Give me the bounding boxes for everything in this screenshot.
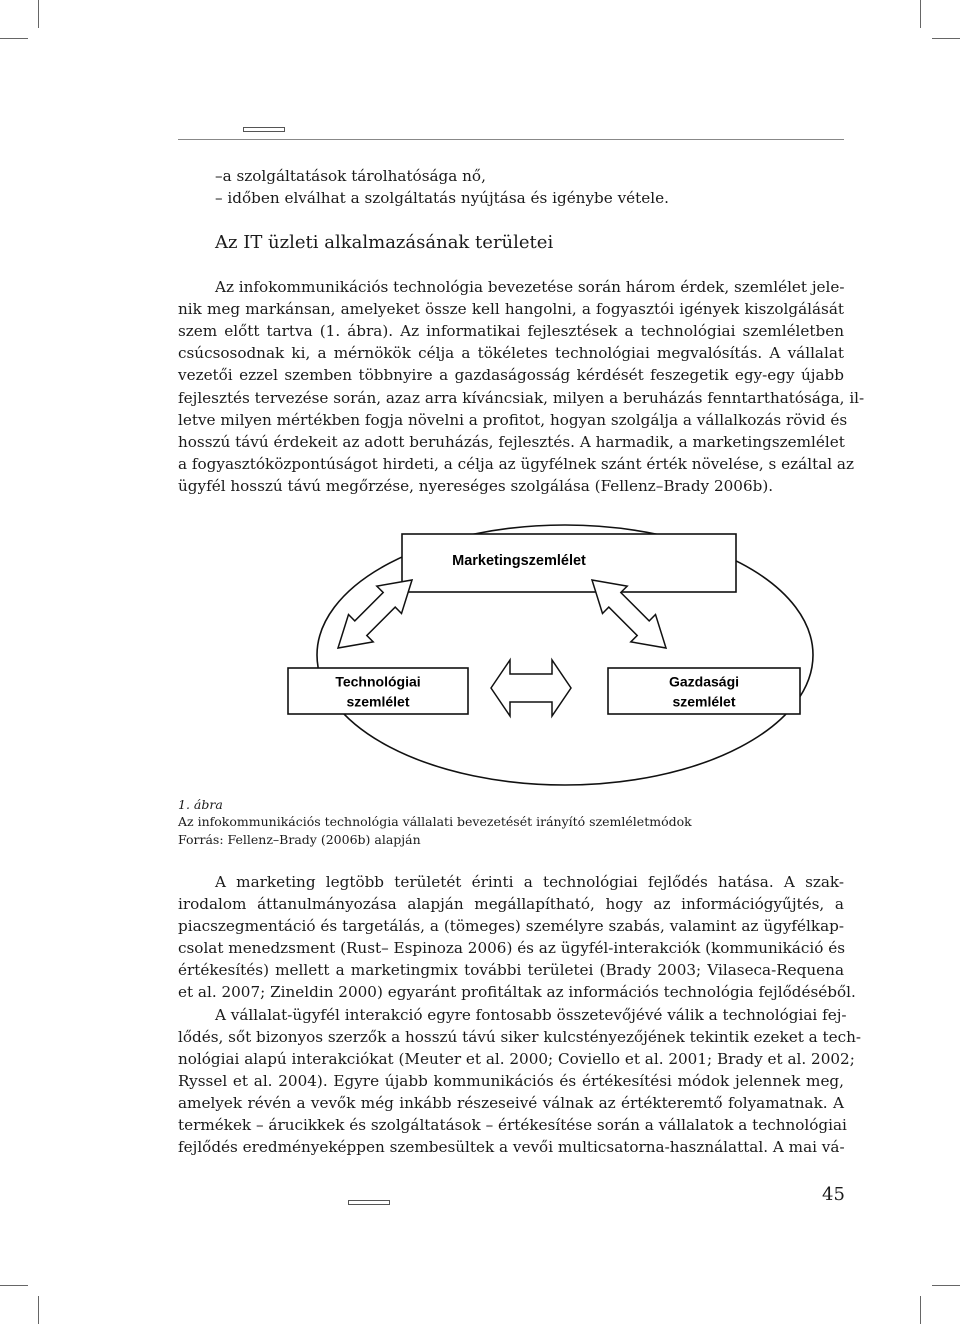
text-line: et al. 2007; Zineldin 2000) egyaránt profitáltak az információs technológia fejlődéséből. xyxy=(178,983,856,1001)
text-line: nik meg markánsan, amelyeket össze kell hangolni, a fogyasztói igények kiszolgálását xyxy=(178,300,844,318)
crop-mark xyxy=(38,0,39,28)
footer-bar xyxy=(348,1200,390,1205)
text-line: vezetői ezzel szemben többnyire a gazdaságosság kérdését feszegetik egy-egy újabb xyxy=(178,366,844,384)
text-line: hosszú távú érdekeit az adott beruházás, fejlesztés. A harmadik, a marketingszemlélet xyxy=(178,433,845,451)
text-line: A vállalat-ügyfél interakció egyre fontosabb összetevőjévé válik a technológiai fej- xyxy=(215,1006,847,1024)
crop-mark xyxy=(0,1285,28,1286)
crop-mark xyxy=(0,38,28,39)
double-arrow-horizontal xyxy=(491,660,571,716)
text-line: szem előtt tartva (1. ábra). Az informatikai fejlesztések a technológiai szemléletben xyxy=(178,322,844,340)
section-heading: Az IT üzleti alkalmazásának területei xyxy=(215,232,554,253)
list-item: –a szolgáltatások tárolhatósága nő, xyxy=(215,167,486,185)
crop-mark xyxy=(932,1285,960,1286)
technology-box-label-1: Technológiai xyxy=(335,673,421,690)
text-line: csúcsosodnak ki, a mérnökök célja a tökéletes technológiai megvalósítás. A vállalat xyxy=(178,344,844,362)
crop-mark xyxy=(920,0,921,28)
text-line: irodalom áttanulmányozása alapján megállapítható, hogy az információgyűjtés, a xyxy=(178,895,844,913)
figure-number: 1. ábra xyxy=(178,797,223,812)
text-line: fejlesztés tervezése során, azaz arra kíváncsiak, milyen a beruházás fenntarthatósága, il- xyxy=(178,389,865,407)
text-line: ügyfél hosszú távú megőrzése, nyereséges szolgálása (Fellenz–Brady 2006b). xyxy=(178,477,774,495)
text-line: Az infokommunikációs technológia bevezetése során három érdek, szemlélet jele- xyxy=(215,278,845,296)
header-bar xyxy=(243,127,285,132)
text-line: csolat menedzsment (Rust– Espinoza 2006) és az ügyfél-interakciók (kommunikáció és xyxy=(178,939,846,957)
text-line: lődés, sőt bizonyos szerzők a hosszú távú siker kulcstényezőjének tekintik ezeket a tech- xyxy=(178,1028,862,1046)
text-line: piacszegmentáció és targetálás, a (tömeges) személyre szabás, valamint az ügyfélkap- xyxy=(178,917,844,935)
economic-box-label-2: szemlélet xyxy=(672,693,736,710)
economic-box-label-1: Gazdasági xyxy=(668,673,740,690)
figure-source: Forrás: Fellenz–Brady (2006b) alapján xyxy=(178,832,421,847)
text-line: A marketing legtöbb területét érinti a technológiai fejlődés hatása. A szak- xyxy=(215,873,844,891)
page-number: 45 xyxy=(822,1184,845,1205)
crop-mark xyxy=(932,38,960,39)
text-line: letve milyen mértékben fogja növelni a profitot, hogyan szolgálja a vállalkozás rövid és xyxy=(178,411,848,429)
text-line: termékek – árucikkek és szolgáltatások – értékesítése során a vállalatok a technológiai xyxy=(178,1116,847,1134)
marketing-box-label: Marketingszemlélet xyxy=(452,552,586,569)
text-line: a fogyasztóközpontúságot hirdeti, a célja az ügyfélnek szánt érték növelése, s ezáltal az xyxy=(178,455,854,473)
crop-mark xyxy=(38,1296,39,1324)
text-line: nológiai alapú interakciókat (Meuter et al. 2000; Coviello et al. 2001; Brady et al. 2002; xyxy=(178,1050,855,1068)
list-item: – időben elválhat a szolgáltatás nyújtása és igénybe vétele. xyxy=(215,189,669,207)
crop-mark xyxy=(920,1296,921,1324)
text-line: amelyek révén a vevők még inkább részeseivé válnak az értékteremtő folyamatnak. A xyxy=(178,1094,844,1112)
figure-diagram xyxy=(0,520,960,790)
header-rule xyxy=(178,139,844,140)
text-line: Ryssel et al. 2004). Egyre újabb kommunikációs és értékesítési módok jelennek meg, xyxy=(178,1072,844,1090)
figure-caption: Az infokommunikációs technológia vállalati bevezetését irányító szemléletmódok xyxy=(178,814,692,829)
technology-box-label-2: szemlélet xyxy=(346,693,410,710)
text-line: értékesítés) mellett a marketingmix további területei (Brady 2003; Vilaseca-Requena xyxy=(178,961,844,979)
text-line: fejlődés eredményeképpen szembesültek a vevői multicsatorna-használattal. A mai vá- xyxy=(178,1138,845,1156)
